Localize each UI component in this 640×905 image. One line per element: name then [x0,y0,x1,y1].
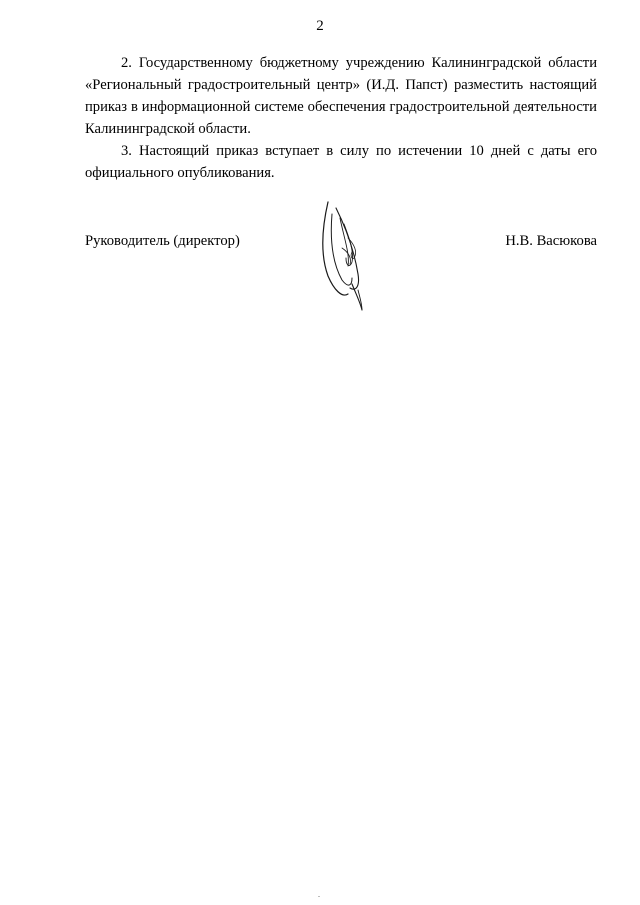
signatory-name: Н.В. Васюкова [505,233,597,249]
page-number: 2 [316,18,324,34]
handwritten-signature-icon [312,194,376,314]
scan-speck [318,896,320,897]
paragraph-3: 3. Настоящий приказ вступает в силу по истечении 10 дней с даты его официального опубликования. [85,143,597,181]
signatory-title: Руководитель (директор) [85,233,240,249]
paragraph-2: 2. Государственному бюджетному учреждению Калининградской области «Региональный градостроительный центр» (И.Д. Папст) разместить настоящий приказ в информационной системе обеспечения градостроительной деятельности Калининградской области. [85,55,597,137]
document-body [85,52,597,184]
